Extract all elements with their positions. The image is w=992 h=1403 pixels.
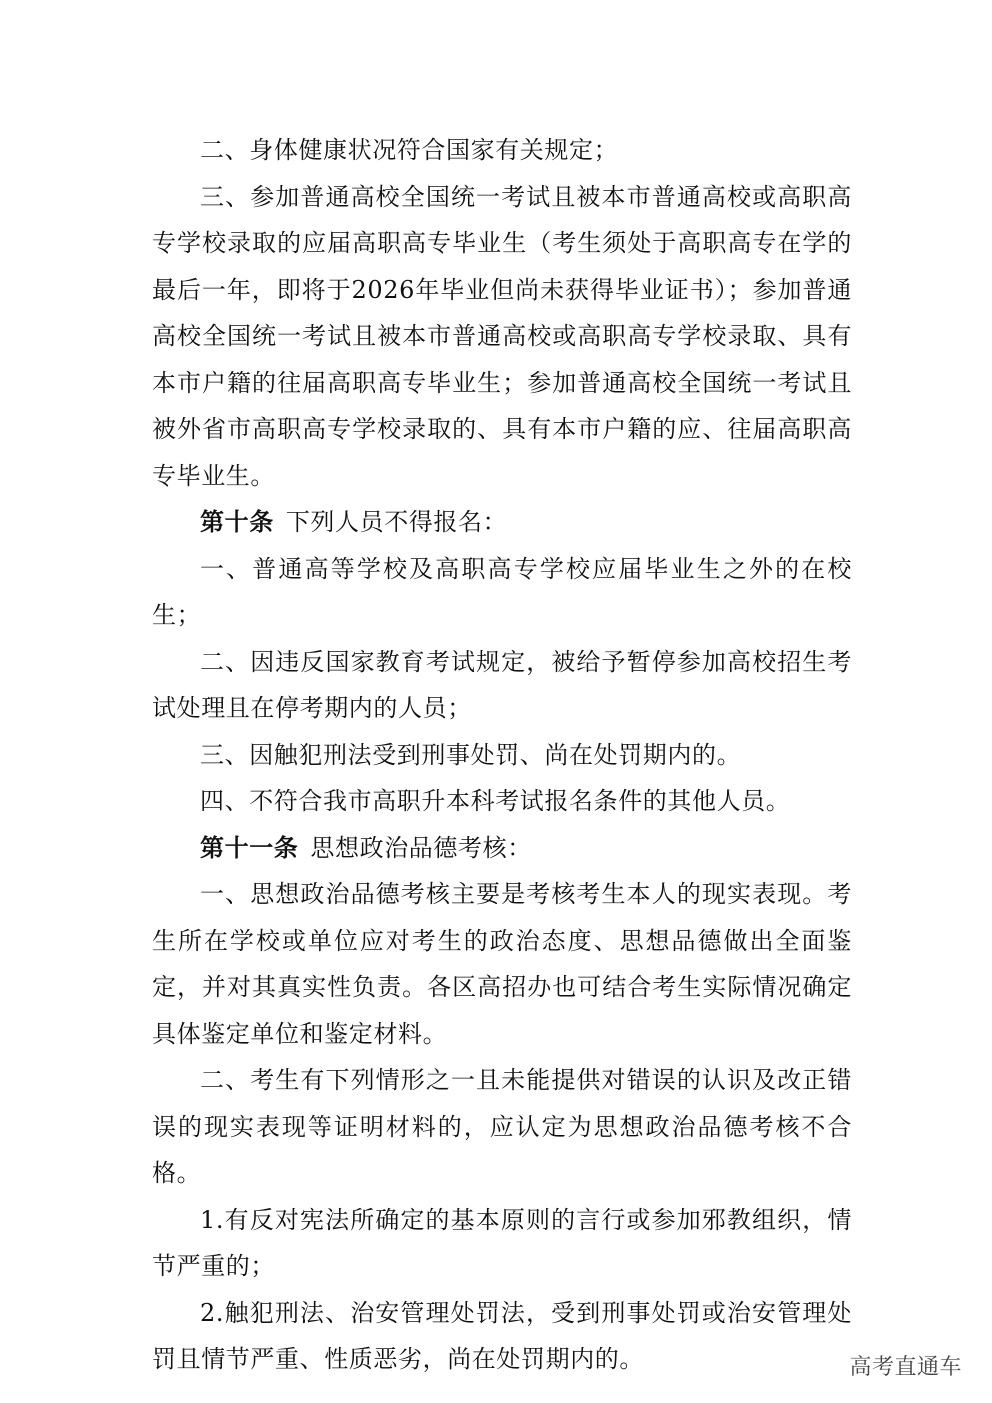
paragraph-text: 一、普通高等学校及高职高专学校应届毕业生之外的在校生； [152, 554, 852, 629]
paragraph-text: 下列人员不得报名： [285, 508, 508, 536]
article-number: 第十条 [200, 508, 274, 536]
paragraph-item [152, 871, 852, 1057]
paragraph-item [152, 778, 852, 825]
paragraph-text: 二、身体健康状况符合国家有关规定； [200, 136, 619, 164]
paragraph-health [152, 127, 852, 174]
article-11-heading [152, 825, 852, 872]
paragraph-admission [152, 174, 852, 500]
paragraph-text: 1.有反对宪法所确定的基本原则的言行或参加邪教组织，情节严重的； [152, 1205, 852, 1280]
article-number: 第十一条 [200, 833, 299, 862]
document-body [152, 127, 852, 1383]
paragraph-item [152, 732, 852, 779]
article-10-heading [152, 499, 852, 546]
paragraph-item [152, 546, 852, 639]
paragraph-text: 2.触犯刑法、治安管理处罚法，受到刑事处罚或治安管理处罚且情节严重、性质恶劣，尚在处罚期内的。 [152, 1298, 852, 1373]
watermark-text: 高考直通车 [849, 1355, 962, 1380]
paragraph-text: 思想政治品德考核： [310, 833, 532, 862]
paragraph-item [152, 1057, 852, 1197]
paragraph-item [152, 639, 852, 732]
paragraph-text: 三、参加普通高校全国统一考试且被本市普通高校或高职高专学校录取的应届高职高专毕业生（考生须处于高职高专在学的最后一年，即将于2026年毕业但尚未获得毕业证书）；参加普通高校全国统一考试且被本市普通高校或高职高专学校录取、具有本市户籍的往届高职高专毕业生；参加普通高校全国统一考试且被外省市高职高专学校录取的、具有本市户籍的应、往届高职高专毕业生。 [152, 182, 852, 490]
paragraph-text: 二、因违反国家教育考试规定，被给予暂停参加高校招生考试处理且在停考期内的人员； [152, 647, 852, 722]
paragraph-item [152, 1290, 852, 1383]
paragraph-text: 三、因触犯刑法受到刑事处罚、尚在处罚期内的。 [200, 740, 742, 769]
paragraph-text: 四、不符合我市高职升本科考试报名条件的其他人员。 [200, 787, 791, 815]
paragraph-item [152, 1197, 852, 1290]
paragraph-text: 二、考生有下列情形之一且未能提供对错误的认识及改正错误的现实表现等证明材料的，应认定为思想政治品德考核不合格。 [152, 1066, 852, 1187]
paragraph-text: 一、思想政治品德考核主要是考核考生本人的现实表现。考生所在学校或单位应对考生的政治态度、思想品德做出全面鉴定，并对其真实性负责。各区高招办也可结合考生实际情况确定具体鉴定单位和鉴定材料。 [152, 880, 852, 1048]
